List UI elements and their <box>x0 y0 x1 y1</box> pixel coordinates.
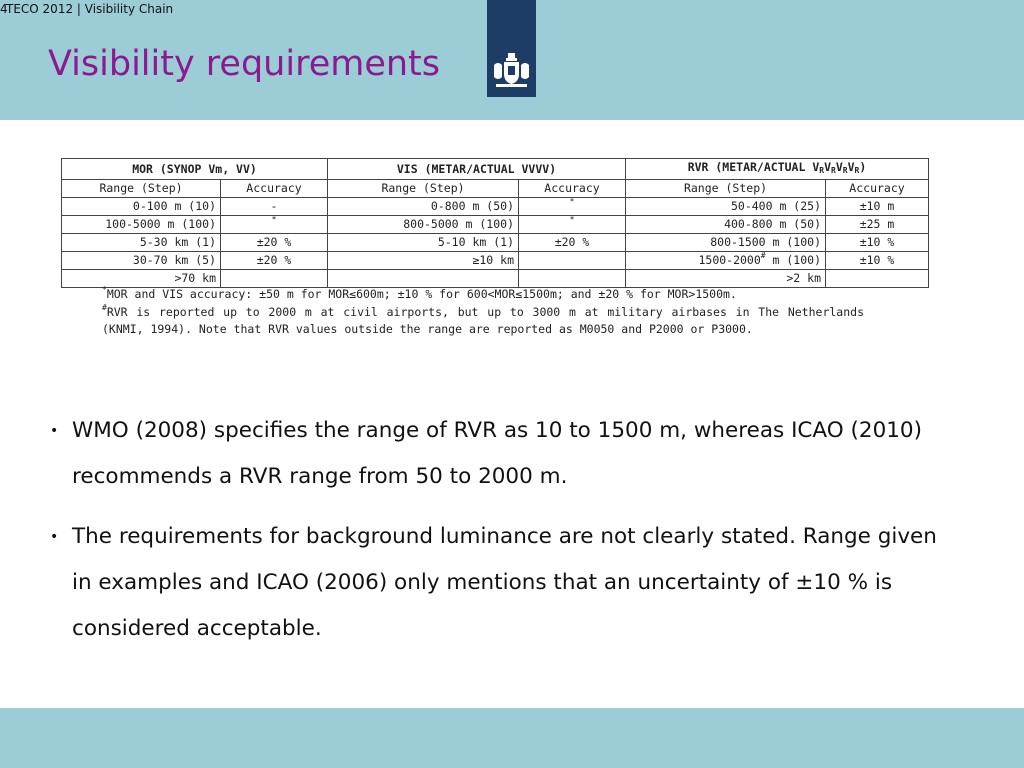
bullet-text: The requirements for background luminance are not clearly stated. Range given in examples and ICAO (2006) only mentions that an uncertainty of ±10 % is considered acceptable. <box>72 524 937 641</box>
footnote-text: MOR and VIS accuracy: ±50 m for MOR≤600m; ±10 % for 600<MOR≤1500m; and ±20 % for MOR>1500m. <box>106 287 737 301</box>
cell-mor-range: 30-70 km (5) <box>62 252 221 270</box>
subheader-vis-accuracy: Accuracy <box>519 180 626 198</box>
cell-vis-accuracy <box>519 198 626 216</box>
cell-vis-range <box>328 270 519 288</box>
header-rvr <box>626 159 929 180</box>
cell-mor-accuracy: ±20 % <box>221 252 328 270</box>
header-rvr-prefix: RVR (METAR/ACTUAL <box>687 160 813 174</box>
header-rvr-letter: V <box>812 160 820 174</box>
visibility-table <box>61 158 929 288</box>
cell-vis-accuracy: ±20 % <box>519 234 626 252</box>
crest-logo <box>487 0 536 97</box>
cell-rvr-range: 50-400 m (25) <box>626 198 826 216</box>
table-row <box>62 252 929 270</box>
subheader-mor-accuracy: Accuracy <box>221 180 328 198</box>
table-group-header-row <box>62 159 929 180</box>
footnote <box>102 304 864 339</box>
cell-rvr-range: >2 km <box>626 270 826 288</box>
header-rvr-suffix: ) <box>859 160 867 174</box>
coat-of-arms-icon <box>491 52 532 90</box>
footnote-marker: * <box>102 285 107 294</box>
bullet-icon: • <box>50 423 59 439</box>
rvr-range-value: 1500-2000 <box>698 253 761 267</box>
cell-mor-accuracy <box>221 216 328 234</box>
footnote-marker: * <box>271 215 277 224</box>
cell-vis-accuracy <box>519 216 626 234</box>
subheader-vis-range: Range (Step) <box>328 180 519 198</box>
header-bar <box>0 0 1024 120</box>
bullet-text: WMO (2008) specifies the range of RVR as 10 to 1500 m, whereas ICAO (2010) recommends a RVR range from 50 to 2000 m. <box>72 418 922 489</box>
header-vis: VIS (METAR/ACTUAL VVVV) <box>328 159 626 180</box>
bullet-item <box>50 514 950 652</box>
footnote <box>102 286 864 304</box>
cell-vis-range: 5-10 km (1) <box>328 234 519 252</box>
subheader-mor-range: Range (Step) <box>62 180 221 198</box>
table-sub-header-row <box>62 180 929 198</box>
footnote-marker: * <box>569 215 575 224</box>
bullet-icon: • <box>50 529 59 545</box>
cell-mor-accuracy <box>221 270 328 288</box>
header-rvr-letter: V <box>835 160 843 174</box>
cell-mor-accuracy: - <box>221 198 328 216</box>
table-footnotes <box>102 286 864 339</box>
header-rvr-sub: R <box>854 166 860 175</box>
header-rvr-letter: V <box>824 160 832 174</box>
cell-vis-accuracy <box>519 252 626 270</box>
cell-vis-range: 800-5000 m (100) <box>328 216 519 234</box>
bullet-list <box>50 408 950 666</box>
table-row <box>62 270 929 288</box>
cell-mor-range: 100-5000 m (100) <box>62 216 221 234</box>
cell-mor-accuracy: ±20 % <box>221 234 328 252</box>
cell-vis-range: ≥10 km <box>328 252 519 270</box>
header-rvr-sub: R <box>831 166 836 175</box>
rvr-range-step: m (100) <box>765 253 821 267</box>
cell-mor-range: 0-100 m (10) <box>62 198 221 216</box>
table-row <box>62 198 929 216</box>
header-mor: MOR (SYNOP Vm, VV) <box>62 159 328 180</box>
slide-title: Visibility requirements <box>48 44 441 84</box>
footnote-text: RVR is reported up to 2000 m at civil airports, but up to 3000 m at military airbases in The Netherlands (KNMI, 1994). Note that RVR values outside the range are reported as M0050 and P2000 or P3000. <box>102 304 864 336</box>
cell-rvr-range <box>626 252 826 270</box>
cell-rvr-range: 800-1500 m (100) <box>626 234 826 252</box>
cell-vis-range: 0-800 m (50) <box>328 198 519 216</box>
footer-bar <box>0 708 1024 768</box>
cell-rvr-accuracy: ±10 m <box>826 198 929 216</box>
cell-rvr-accuracy: ±10 % <box>826 234 929 252</box>
table-row <box>62 234 929 252</box>
subheader-rvr-range: Range (Step) <box>626 180 826 198</box>
header-rvr-letter: V <box>847 160 855 174</box>
bullet-item <box>50 408 950 500</box>
cell-rvr-accuracy <box>826 270 929 288</box>
cell-rvr-accuracy: ±10 % <box>826 252 929 270</box>
footnote-marker: * <box>569 197 575 206</box>
header-rvr-sub: R <box>819 166 825 175</box>
slide-number: 4 <box>0 2 8 16</box>
footnote-marker: # <box>102 302 107 312</box>
cell-rvr-accuracy: ±25 m <box>826 216 929 234</box>
cell-mor-range: 5-30 km (1) <box>62 234 221 252</box>
table-row <box>62 216 929 234</box>
subheader-rvr-accuracy: Accuracy <box>826 180 929 198</box>
header-rvr-sub: R <box>842 166 848 175</box>
cell-mor-range: >70 km <box>62 270 221 288</box>
cell-rvr-range: 400-800 m (50) <box>626 216 826 234</box>
header-caption: TECO 2012 | Visibility Chain <box>6 2 174 16</box>
footnote-marker: # <box>760 251 766 260</box>
cell-vis-accuracy <box>519 270 626 288</box>
